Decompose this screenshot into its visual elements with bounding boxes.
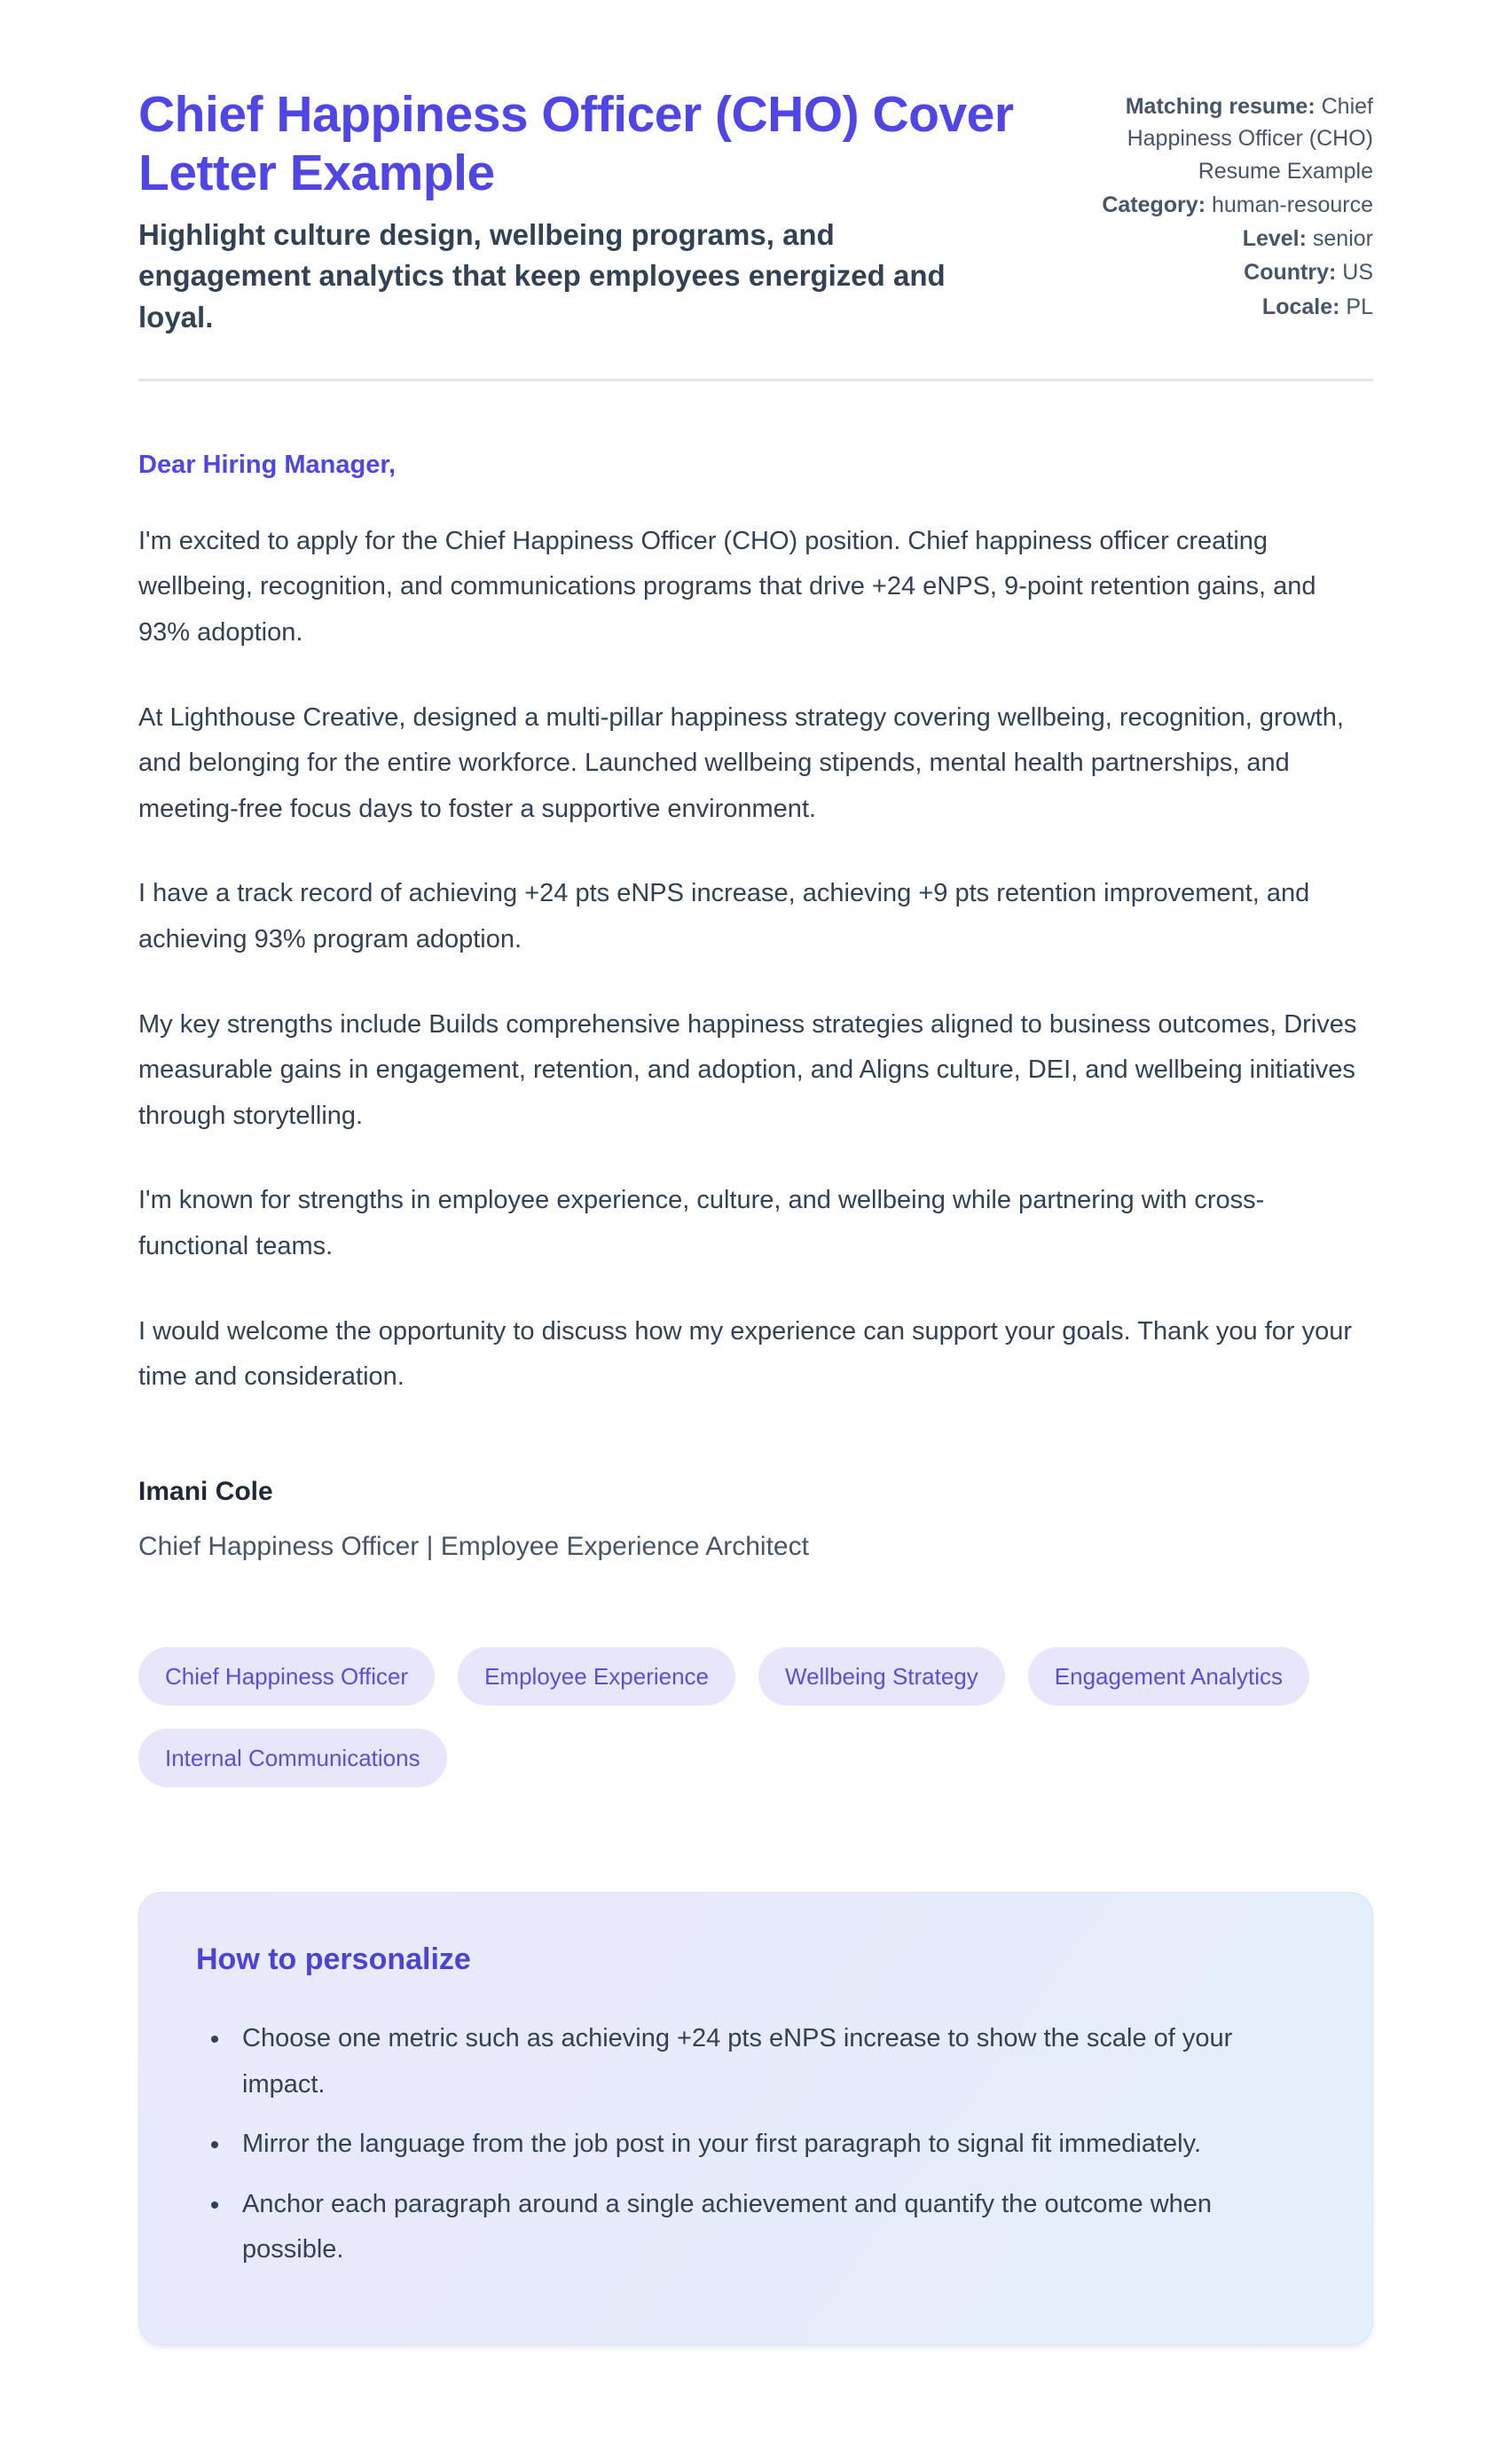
meta-label: Locale: (1261, 294, 1340, 319)
page-subtitle: Highlight culture design, wellbeing programs, and engagement analytics that keep employees energized and loyal. (138, 218, 946, 334)
meta-label: Level: (1242, 226, 1307, 251)
header-divider (138, 379, 1373, 381)
meta-label: Matching resume: (1125, 94, 1316, 119)
meta-category (1054, 189, 1373, 221)
tag-employee-experience[interactable]: Employee Experience (458, 1647, 735, 1706)
meta-block (1054, 90, 1373, 325)
tag-internal-communications[interactable]: Internal Communications (138, 1729, 447, 1787)
meta-value: PL (1346, 294, 1373, 319)
letter-body (138, 451, 1373, 2345)
page-title: Chief Happiness Officer (CHO) Cover Letter Example (138, 86, 1014, 202)
callout-bullet: • Mirror the language from the job post in your first paragraph to signal fit immediately. (232, 2122, 1316, 2168)
callout-heading: How to personalize (196, 1942, 471, 1976)
letter-paragraph: I'm known for strengths in employee experience, culture, and wellbeing while partnering with cross-functional teams. (138, 1186, 1265, 1261)
callout-bullet: • Anchor each paragraph around a single achievement and quantify the outcome when possible. (232, 2182, 1316, 2273)
meta-label: Category: (1102, 192, 1206, 217)
meta-matching-resume (1054, 90, 1373, 187)
tag-wellbeing-strategy[interactable]: Wellbeing Strategy (758, 1647, 1005, 1706)
tag-list (138, 1647, 1373, 1787)
meta-label: Country: (1244, 260, 1337, 286)
how-to-personalize-callout (138, 1892, 1373, 2345)
meta-value: human-resource (1211, 192, 1373, 217)
meta-value: senior (1312, 226, 1373, 251)
callout-bullet-list (196, 2016, 1316, 2273)
meta-locale (1054, 291, 1373, 323)
meta-level (1054, 223, 1373, 255)
letter-paragraph: At Lighthouse Creative, designed a multi-pillar happiness strategy covering wellbeing, recognition, growth, and belonging for the entire workforce. Launched wellbeing stipends, mental health partnerships, and meeting-free focus days to foster a supportive environment. (138, 702, 1344, 823)
meta-value: Chief Happiness Officer (CHO) Resume Example (1127, 94, 1373, 184)
callout-bullet: • Choose one metric such as achieving +24 pts eNPS increase to show the scale of your impact. (232, 2016, 1316, 2107)
signature-name: Imani Cole (138, 1476, 273, 1506)
signature-block (138, 1477, 1373, 1562)
title-block (138, 85, 1018, 338)
letter-paragraph: I would welcome the opportunity to discuss how my experience can support your goals. Thank you for your time and consideration. (138, 1316, 1353, 1392)
page-header (138, 85, 1373, 338)
signature-role: Chief Happiness Officer | Employee Experience Architect (138, 1531, 809, 1561)
letter-paragraph: I have a track record of achieving +24 pts eNPS increase, achieving +9 pts retention improvement, and achieving 93% program adoption. (138, 879, 1310, 954)
letter-paragraph: My key strengths include Builds comprehensive happiness strategies aligned to business outcomes, Drives measurable gains in engagement, retention, and adoption, and Aligns culture, DEI, and wellbeing initiatives through storytelling. (138, 1009, 1357, 1130)
letter-greeting: Dear Hiring Manager, (138, 450, 397, 479)
tag-engagement-analytics[interactable]: Engagement Analytics (1028, 1647, 1309, 1706)
tag-chief-happiness-officer[interactable]: Chief Happiness Officer (138, 1647, 435, 1706)
letter-paragraph: I'm excited to apply for the Chief Happiness Officer (CHO) position. Chief happiness officer creating wellbeing, recognition, and communications programs that drive +24 eNPS, 9-point retention gains, and 93% adoption. (138, 526, 1316, 647)
meta-country (1054, 256, 1373, 288)
meta-value: US (1342, 260, 1373, 286)
